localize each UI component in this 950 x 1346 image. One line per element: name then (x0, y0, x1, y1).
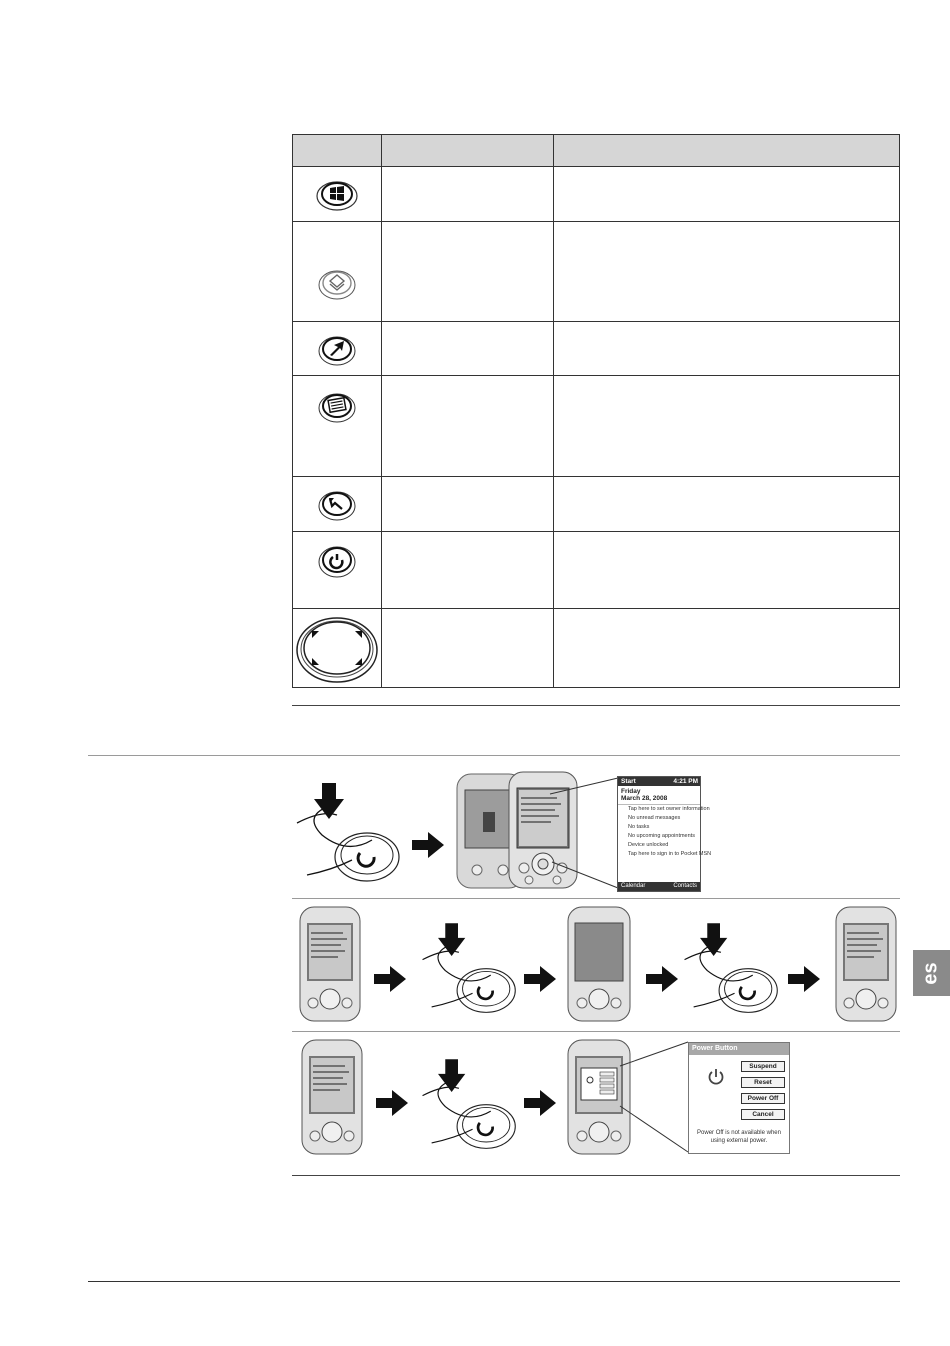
softkey-right[interactable]: Contacts (673, 883, 697, 889)
table-row-divider (293, 375, 899, 376)
device-illustration (834, 905, 898, 1023)
list-item[interactable]: No tasks (628, 824, 650, 830)
device-illustration (566, 905, 632, 1023)
press-power-hand-illustration (292, 775, 402, 885)
arrow-right-icon (524, 1090, 556, 1116)
table-row-divider (293, 476, 899, 477)
table-column-divider (553, 135, 554, 687)
arrow-right-icon (374, 966, 406, 992)
press-power-hand-illustration (418, 912, 518, 1020)
today-day: Friday (621, 788, 641, 795)
device-illustration (298, 905, 362, 1023)
callout-lines (540, 776, 620, 890)
dialog-title: Power Button (689, 1043, 789, 1055)
power-key-icon (312, 538, 362, 582)
today-screen-screenshot (617, 776, 712, 892)
button-table (292, 134, 900, 688)
today-date (618, 786, 700, 805)
title-bar-label: Start (621, 778, 636, 785)
reset-button[interactable]: Reset (741, 1077, 785, 1088)
table-row-divider (293, 221, 899, 222)
arrow-right-icon (376, 1090, 408, 1116)
today-date-text: March 28, 2008 (621, 795, 668, 802)
arrow-right-icon (412, 832, 444, 858)
table-row (293, 609, 381, 689)
list-item[interactable]: Tap here to set owner information (628, 806, 710, 812)
section-divider (88, 755, 900, 756)
list-item[interactable]: No unread messages (628, 815, 681, 821)
start-key-icon (312, 174, 362, 214)
section-rule (292, 1175, 900, 1176)
press-power-hand-illustration (418, 1048, 518, 1156)
suspend-button[interactable]: Suspend (741, 1061, 785, 1072)
language-tab[interactable] (913, 950, 950, 996)
table-row (293, 222, 381, 321)
table-row-divider (293, 608, 899, 609)
menu-key-icon (312, 386, 362, 426)
table-row-divider (293, 321, 899, 322)
footer-rule (88, 1281, 900, 1282)
device-illustration (300, 1038, 364, 1156)
ok-key-icon (312, 261, 362, 305)
back-key-icon (312, 484, 362, 524)
table-row (293, 322, 381, 375)
list-item[interactable]: No upcoming appointments (628, 833, 695, 839)
power-button-dialog (688, 1042, 790, 1154)
softkey-bar (618, 882, 700, 891)
table-row-divider (293, 531, 899, 532)
softkey-left[interactable]: Calendar (621, 883, 646, 889)
table-row (293, 477, 381, 531)
table-row (293, 532, 381, 587)
procedure-divider (292, 1031, 900, 1032)
procedure-divider (292, 898, 900, 899)
clock-label: 4:21 PM (673, 778, 698, 785)
arrow-right-icon (788, 966, 820, 992)
power-icon (707, 1067, 725, 1087)
power-off-button[interactable]: Power Off (741, 1093, 785, 1104)
table-row (293, 167, 381, 221)
table-header-row (293, 135, 899, 167)
section-rule (292, 705, 900, 706)
list-item[interactable]: Device unlocked (628, 842, 669, 848)
press-power-hand-illustration (680, 912, 780, 1020)
dialog-note: Power Off is not available when using external power. (697, 1130, 781, 1144)
title-bar (618, 777, 700, 786)
callout-lines (600, 1040, 690, 1154)
language-tab-label: es (920, 961, 942, 985)
arrow-right-icon (646, 966, 678, 992)
navigation-pad-icon (294, 613, 380, 685)
arrow-right-icon (524, 966, 556, 992)
arrow-key-icon (312, 329, 362, 369)
table-row (293, 376, 381, 436)
list-item[interactable]: Tap here to sign in to Pocket MSN (628, 851, 712, 857)
cancel-button[interactable]: Cancel (741, 1109, 785, 1120)
table-column-divider (381, 135, 382, 687)
